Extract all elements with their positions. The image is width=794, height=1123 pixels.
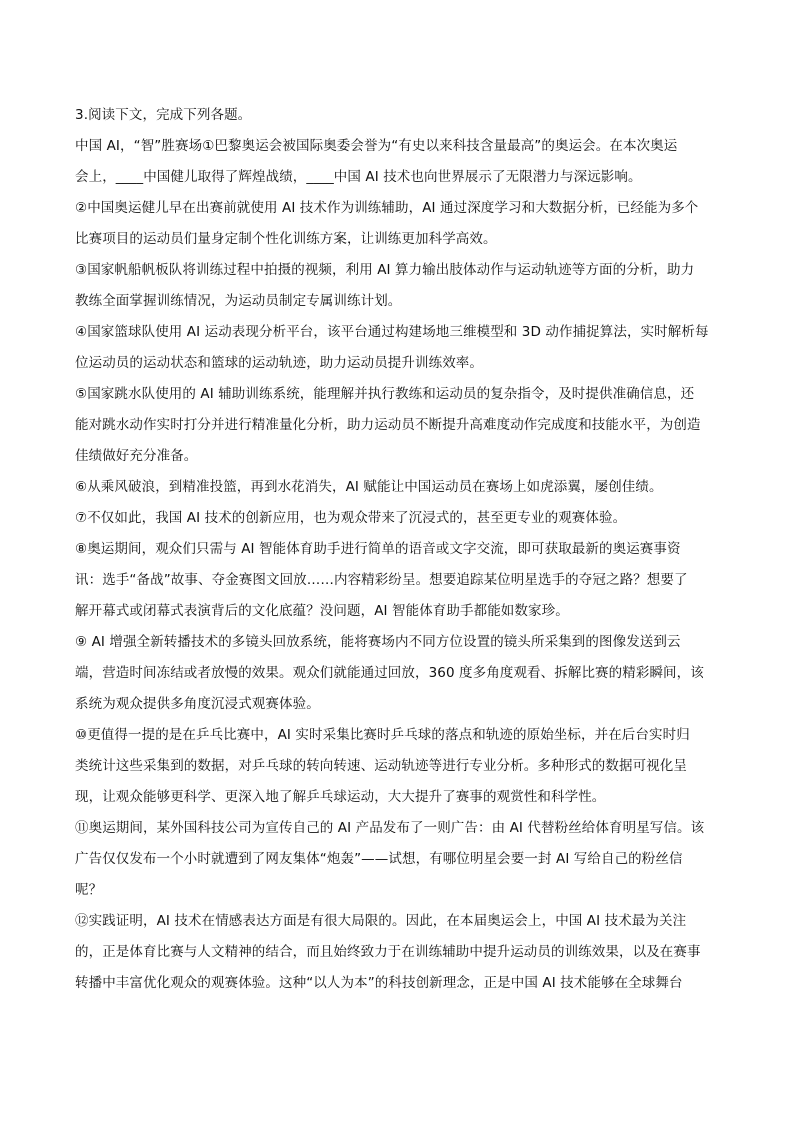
- text-line: ⑪奥运期间，某外国科技公司为宣传自己的 AI 产品发布了一则广告：由 AI 代替粉丝给体育明星写信。该: [75, 820, 705, 836]
- text-line: ③国家帆船帆板队将训练过程中拍摄的视频，利用 AI 算力输出肢体动作与运动轨迹等方面的分析，助力: [75, 262, 695, 278]
- text-line: ⑩更值得一提的是在乒乓比赛中，AI 实时采集比赛时乒乓球的落点和轨迹的原始坐标，并在后台实时归: [75, 727, 690, 743]
- text-line: ④国家篮球队使用 AI 运动表现分析平台，该平台通过构建场地三维模型和 3D 动作捕捉算法，实时解析每: [75, 324, 709, 340]
- text-line: 解开幕式或闭幕式表演背后的文化底蕴？没问题，AI 智能体育助手都能如数家珍。: [75, 603, 569, 619]
- text-line: ⑤国家跳水队使用的 AI 辅助训练系统，能理解并执行教练和运动员的复杂指令，及时提供准确信息，还: [75, 386, 695, 402]
- text-line: 端，营造时间冻结或者放慢的效果。观众们就能通过回放，360 度多角度观看、拆解比赛的精彩瞬间，该: [75, 665, 704, 681]
- text-line: 比赛项目的运动员们量身定制个性化训练方案，让训练更加科学高效。: [75, 231, 497, 247]
- text-line: 能对跳水动作实时打分并进行精准量化分析，助力运动员不断提升高难度动作完成度和技能水平，为创造: [75, 417, 701, 433]
- text-line: 位运动员的运动状态和篮球的运动轨迹，助力运动员提升训练效率。: [75, 355, 483, 371]
- text-line: 现，让观众能够更科学、更深入地了解乒乓球运动，大大提升了赛事的观赏性和科学性。: [75, 789, 606, 805]
- text-line: ⑧奥运期间，观众们只需与 AI 智能体育助手进行简单的语音或文字交流，即可获取最新的奥运赛事资: [75, 541, 681, 557]
- text-line: 广告仅仅发布一个小时就遭到了网友集体“炮轰”——试想，有哪位明星会要一封 AI 写给自己的粉丝信: [75, 851, 683, 867]
- text-line: 会上，____中国健儿取得了辉煌战绩，____中国 AI 技术也向世界展示了无限潜力与深远影响。: [75, 169, 642, 185]
- question-heading: 3.阅读下文，完成下列各题。: [75, 107, 252, 123]
- text-line: 讯：选手“备战”故事、夺金赛图文回放……内容精彩纷呈。想要追踪某位明星选手的夺冠之路？想要了: [75, 572, 688, 588]
- text-line: ⑥从乘风破浪，到精准投篮，再到水花消失，AI 赋能让中国运动员在赛场上如虎添翼，屡创佳绩。: [75, 479, 663, 495]
- text-line: 系统为观众提供多角度沉浸式观赛体验。: [75, 696, 320, 712]
- text-line: ⑫实践证明，AI 技术在情感表达方面是有很大局限的。因此，在本届奥运会上，中国 AI 技术最为关注: [75, 913, 687, 929]
- text-line: 佳绩做好充分准备。: [75, 448, 198, 464]
- text-line: 转播中丰富优化观众的观赛体验。这种“以人为本”的科技创新理念，正是中国 AI 技术能够在全球舞台: [75, 975, 683, 991]
- text-line: 呢？: [75, 882, 103, 898]
- text-line: ②中国奥运健儿早在出赛前就使用 AI 技术作为训练辅助，AI 通过深度学习和大数据分析，已经能为多个: [75, 200, 699, 216]
- text-line: 中国 AI，“智”胜赛场①巴黎奥运会被国际奥委会誉为“有史以来科技含量最高”的奥运会。在本次奥运: [75, 138, 678, 154]
- text-line: 的，正是体育比赛与人文精神的结合，而且始终致力于在训练辅助中提升运动员的训练效果，以及在赛事: [75, 944, 701, 960]
- text-line: 类统计这些采集到的数据，对乒乓球的转向转速、运动轨迹等进行专业分析。多种形式的数据可视化呈: [75, 758, 687, 774]
- document-body: [75, 100, 720, 999]
- text-line: ⑨ AI 增强全新转播技术的多镜头回放系统，能将赛场内不同方位设置的镜头所采集到的图像发送到云: [75, 634, 681, 650]
- text-line: 教练全面掌握训练情况，为运动员制定专属训练计划。: [75, 293, 402, 309]
- text-line: ⑦不仅如此，我国 AI 技术的创新应用，也为观众带来了沉浸式的，甚至更专业的观赛体验。: [75, 510, 627, 526]
